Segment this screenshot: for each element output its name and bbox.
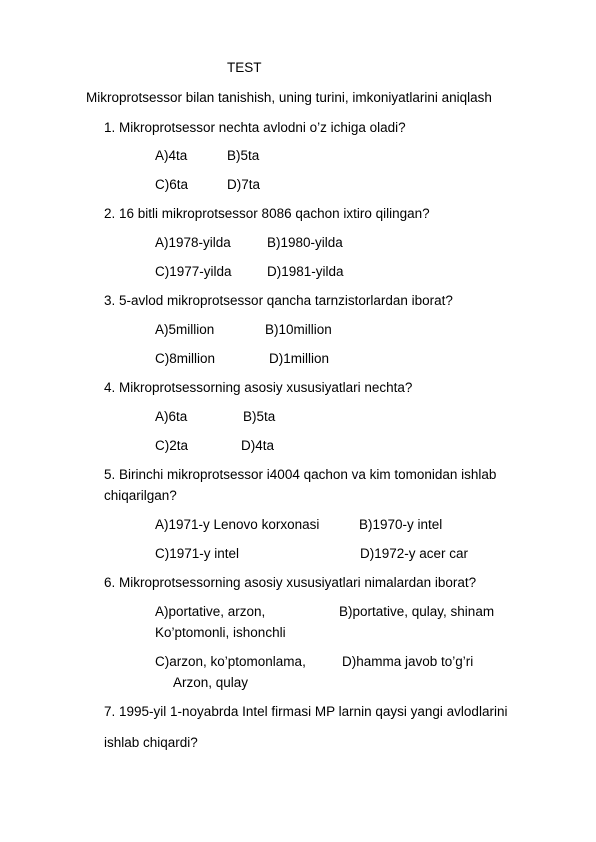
page-title: TEST	[227, 60, 262, 75]
question-5-line-2: chiqarilgan?	[104, 488, 177, 503]
option-1a: A)4ta	[155, 148, 188, 163]
option-6a: A)portative, arzon,	[155, 604, 266, 619]
option-3c: C)8million	[155, 351, 216, 366]
option-4d: D)4ta	[241, 438, 275, 453]
option-3b: B)10million	[265, 322, 332, 337]
option-6d: D)hamma javob to’g’ri	[342, 654, 474, 669]
option-5c: C)1971-y intel	[155, 546, 240, 561]
option-2b: B)1980-yilda	[267, 235, 343, 250]
option-1b: B)5ta	[227, 148, 260, 163]
option-4b: B)5ta	[243, 409, 276, 424]
question-1: 1. Mikroprotsessor nechta avlodni o’z ichiga oladi?	[104, 120, 406, 135]
option-1d: D)7ta	[227, 177, 261, 192]
question-4: 4. Mikroprotsessorning asosiy xususiyatlari nechta?	[104, 380, 413, 395]
option-6c: C)arzon, ko’ptomonlama,	[155, 654, 306, 669]
option-2c: C)1977-yilda	[155, 264, 232, 279]
question-3: 3. 5-avlod mikroprotsessor qancha tarnzistorlardan iborat?	[104, 293, 453, 308]
option-6b: B)portative, qulay, shinam	[339, 604, 495, 619]
option-2a: A)1978-yilda	[155, 235, 231, 250]
question-7-line-1: 7. 1995-yil 1-noyabrda Intel firmasi MP larnin qaysi yangi avlodlarini	[104, 704, 508, 719]
question-6: 6. Mikroprotsessorning asosiy xususiyatlari nimalardan iborat?	[104, 575, 477, 590]
option-3a: A)5million	[155, 322, 215, 337]
option-1c: C)6ta	[155, 177, 189, 192]
option-5a: A)1971-y Lenovo korxonasi	[155, 517, 320, 532]
page-subtitle: Mikroprotsessor bilan tanishish, uning turini, imkoniyatlarini aniqlash	[86, 90, 492, 105]
option-6c-line-2: Arzon, qulay	[173, 675, 249, 690]
option-4c: C)2ta	[155, 438, 189, 453]
option-6a-line-2: Ko’ptomonli, ishonchli	[155, 625, 286, 640]
option-4a: A)6ta	[155, 409, 188, 424]
option-3d: D)1million	[269, 351, 330, 366]
option-5b: B)1970-y intel	[359, 517, 443, 532]
question-7-line-2: ishlab chiqardi?	[104, 735, 198, 750]
question-5-line-1: 5. Birinchi mikroprotsessor i4004 qachon va kim tomonidan ishlab	[104, 467, 497, 482]
question-2: 2. 16 bitli mikroprotsessor 8086 qachon ixtiro qilingan?	[104, 206, 430, 221]
option-2d: D)1981-yilda	[267, 264, 344, 279]
option-5d: D)1972-y acer car	[360, 546, 469, 561]
